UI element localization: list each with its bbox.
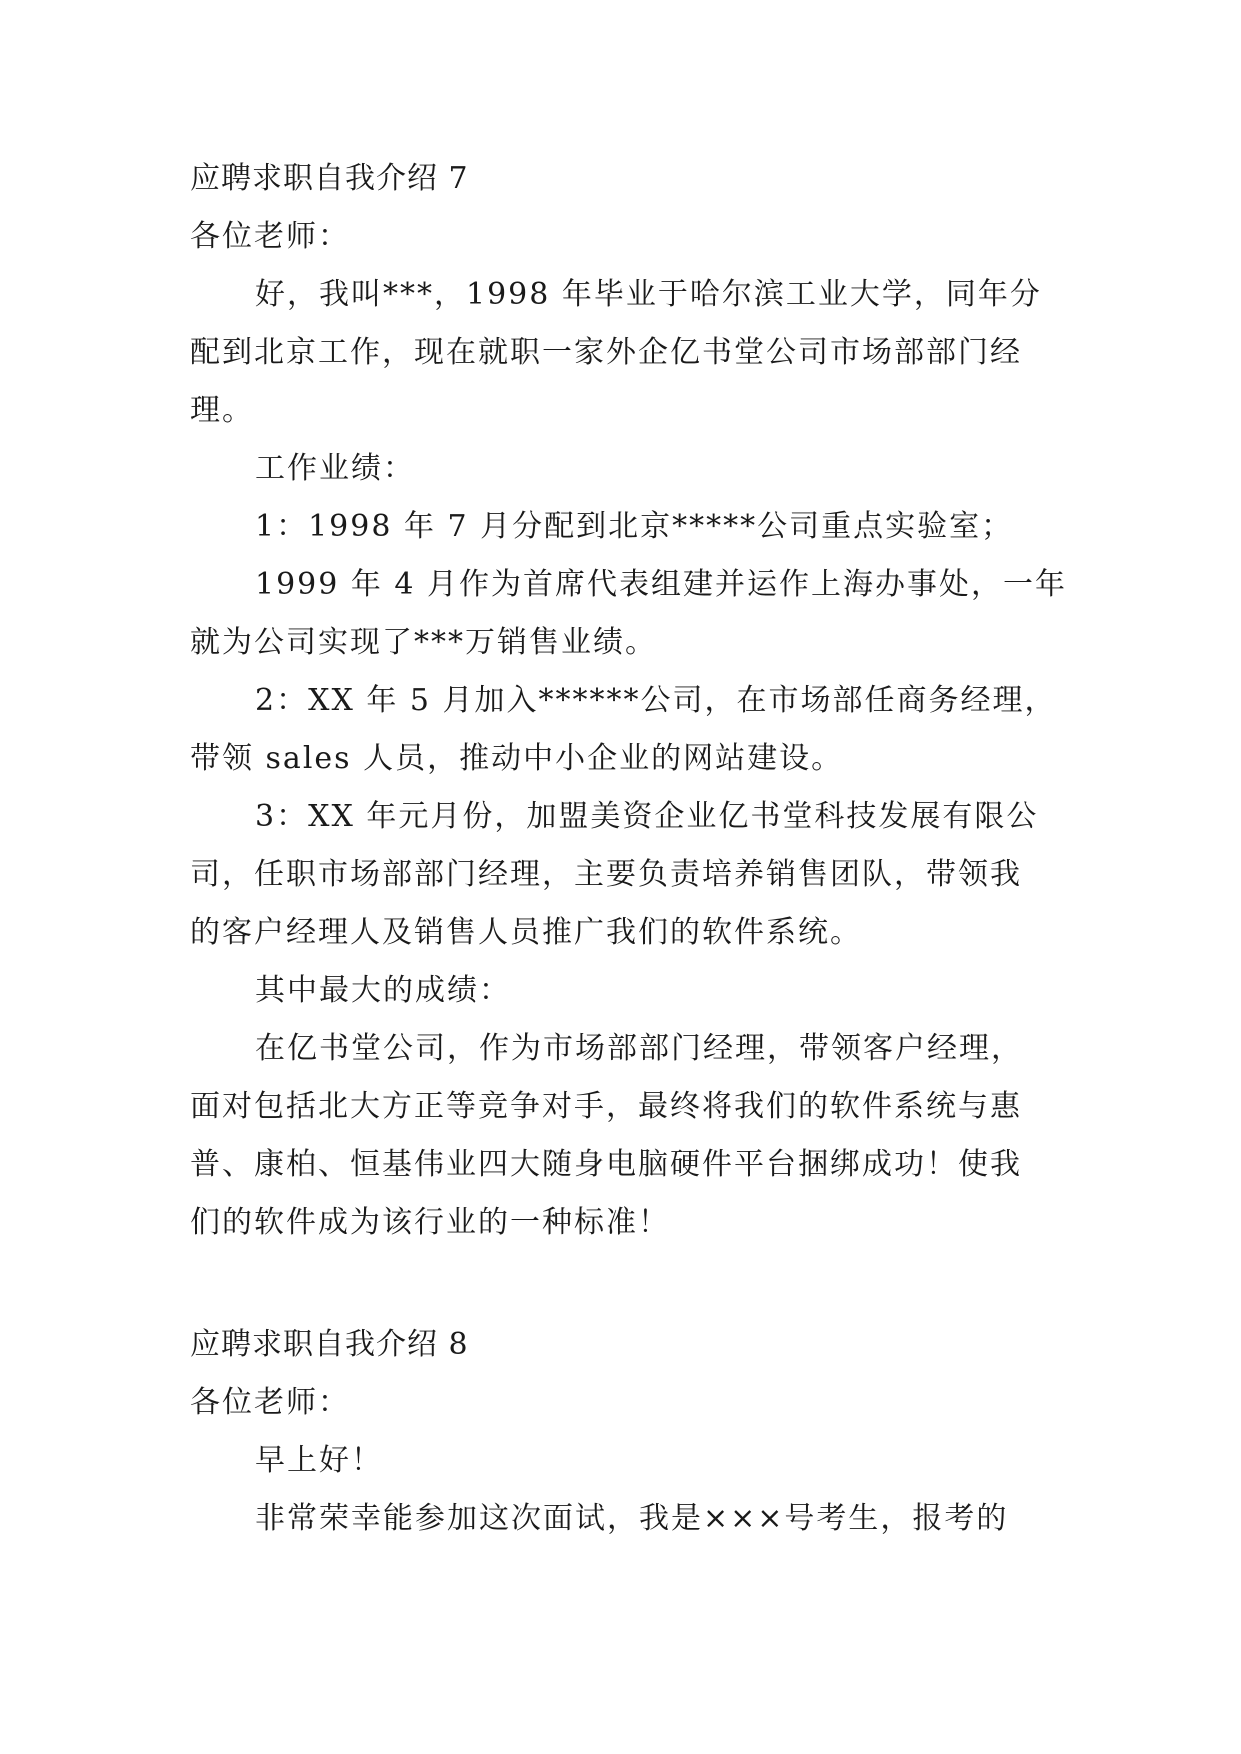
greeting: 各位老师： (190, 1385, 350, 1420)
paragraph-line: 在亿书堂公司，作为市场部部门经理，带领客户经理， (255, 1031, 1023, 1066)
paragraph-line: 们的软件成为该行业的一种标准！ (190, 1205, 670, 1240)
section-title: 应聘求职自我介绍 8 (190, 1327, 469, 1362)
paragraph-line: 3：XX 年元月份，加盟美资企业亿书堂科技发展有限公 (255, 799, 1039, 834)
paragraph-line: 面对包括北大方正等竞争对手，最终将我们的软件系统与惠 (190, 1089, 1022, 1124)
paragraph-line: 1：1998 年 7 月分配到北京*****公司重点实验室； (255, 509, 1014, 544)
section-8 (190, 1316, 1060, 1548)
paragraph-line: 其中最大的成绩： (255, 973, 511, 1008)
paragraph-line: 普、康柏、恒基伟业四大随身电脑硬件平台捆绑成功！使我 (190, 1147, 1022, 1182)
paragraph-line: 配到北京工作，现在就职一家外企亿书堂公司市场部部门经 (190, 335, 1022, 370)
paragraph-line: 带领 sales 人员，推动中小企业的网站建设。 (190, 741, 844, 776)
section-7 (190, 150, 1068, 1252)
paragraph-line: 工作业绩： (255, 451, 415, 486)
section-title: 应聘求职自我介绍 7 (190, 161, 469, 196)
paragraph-line: 的客户经理人及销售人员推广我们的软件系统。 (190, 915, 862, 950)
paragraph-line: 就为公司实现了***万销售业绩。 (190, 625, 657, 660)
paragraph-line: 理。 (190, 393, 254, 428)
paragraph-line: 早上好！ (255, 1443, 383, 1478)
paragraph-line: 2：XX 年 5 月加入******公司，在市场部任商务经理， (255, 683, 1057, 718)
paragraph-line: 非常荣幸能参加这次面试，我是×××号考生，报考的 (255, 1501, 1009, 1536)
greeting: 各位老师： (190, 219, 350, 254)
paragraph-line: 1999 年 4 月作为首席代表组建并运作上海办事处，一年 (255, 567, 1068, 602)
paragraph-line: 好，我叫***，1998 年毕业于哈尔滨工业大学，同年分 (255, 277, 1042, 312)
paragraph-line: 司，任职市场部部门经理，主要负责培养销售团队，带领我 (190, 857, 1022, 892)
